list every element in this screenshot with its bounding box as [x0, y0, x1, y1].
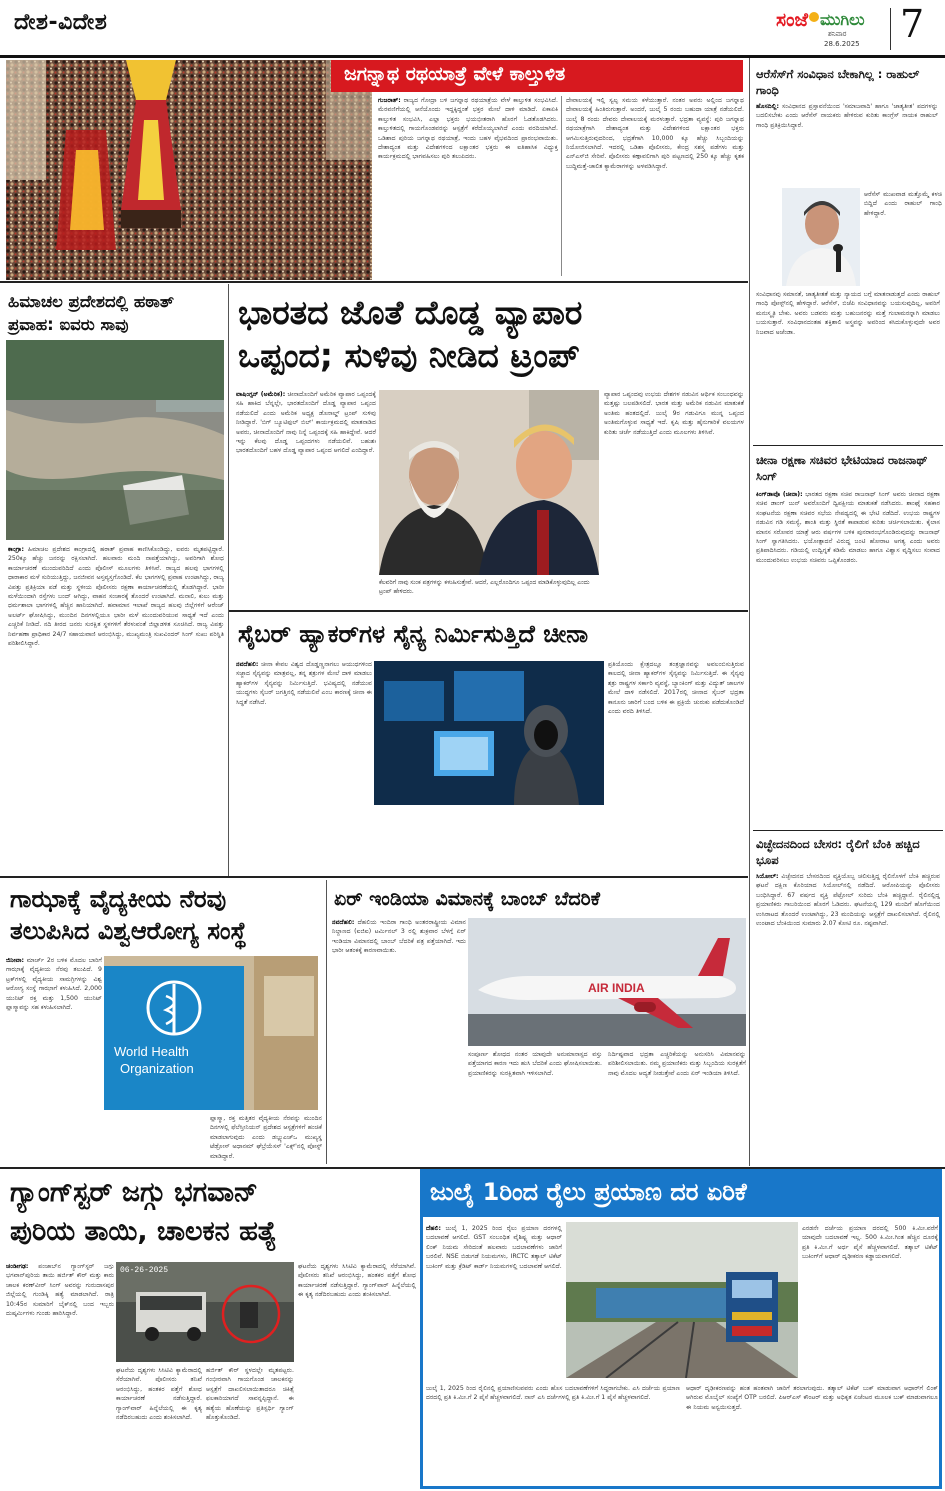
rail-photo	[566, 1222, 798, 1378]
airindia-body-col2	[468, 1050, 602, 1162]
masthead-rule	[0, 55, 945, 58]
himachal-flood-image	[6, 340, 224, 540]
gangster-text-3: ಹರ್ಜಿತ್ ಕೌರ್ ಸ್ಥಳದಲ್ಲೇ ಮೃತಪಟ್ಟರು. ಗಂಭೀರವಾಗಿ ಗಾಯಗೊಂಡ ಚಾಲಕನನ್ನು ಆಸ್ಪತ್ರೆಗೆ ದಾಖಲಿಸಲಾಯಿತಾದರೂ ಚಿಕಿತ್ಸೆ ಫಲಕಾರಿಯಾಗದೆ ಸಾವನ್ನಪ್ಪಿದ್ದಾನೆ. ಈ ಹತ್ಯೆಯ ಹೊಣೆಯನ್ನು ಪ್ರತಿಸ್ಪರ್ಧಿ ಗ್ಯಾಂಗ್ ಹೊತ್ತುಕೊಂಡಿದೆ.	[206, 1367, 294, 1422]
rail-text-4: ಆಧಾರ್ ದೃಢೀಕರಣವನ್ನು ಹಂತ ಹಂತವಾಗಿ ಜಾರಿಗೆ ತರಲಾಗುವುದು. ತತ್ಕಾಲ್ ಟಿಕೆಟ್ ಬುಕ್ ಮಾಡುವಾಗ ಆಧಾರ್‌ಗೆ ಲಿಂಕ್ ಆಗಿರುವ ಮೊಬೈಲ್ ಸಂಖ್ಯೆಗೆ OTP ಬರಲಿದೆ. ಪಿಆರ್‌ಎಸ್ ಕೌಂಟರ್ ಮತ್ತು ಅಧಿಕೃತ ಏಜೆಂಟರ ಮೂಲಕ ಬುಕ್ ಮಾಡುವಾಗಲೂ ಈ ನಿಯಮ ಅನ್ವಯಿಸುತ್ತದೆ.	[686, 1385, 938, 1411]
gangster-headline-1: ಗ್ಯಾಂಗ್‌ಸ್ಟರ್ ಜಗ್ಗು ಭಗವಾನ್	[10, 1177, 258, 1208]
issue-day: ಶನಿವಾರ	[828, 30, 847, 38]
rath-headline: ಜಗನ್ನಾಥ ರಥಯಾತ್ರೆ ವೇಳೆ ಕಾಲ್ತುಳಿತ	[344, 63, 566, 85]
masthead-divider	[890, 8, 891, 50]
who-sign-text: World Health	[114, 1044, 189, 1059]
issue-date: 28.6.2025	[824, 40, 860, 48]
who-sign-image	[104, 956, 318, 1110]
rahul-headline: ಆರೆಸೆಸ್‌ಗೆ ಸಂವಿಧಾನ ಬೇಕಾಗಿಲ್ಲ : ರಾಹುಲ್ ಗಾಂಧಿ	[756, 67, 920, 97]
rajnath-bottom-rule	[753, 830, 943, 831]
rahul-intro	[756, 102, 938, 182]
cyber-body-col1	[236, 660, 372, 870]
gangster-dateline: ಚಂಡೀಗಢ:	[6, 1263, 29, 1270]
brand-mugilu: ಮುಗಿಲು	[820, 10, 865, 29]
rahul-photo	[782, 188, 860, 286]
airindia-plane-image	[468, 918, 746, 1046]
trump-photo-caption: ಕೆಲವರಿಗೆ ನಾವು ಸುಂಕ ಪತ್ರಗಳನ್ನು ಕಳುಹಿಸುತ್ತೇವೆ. ಆದರೆ, ಎಲ್ಲರೊಂದಿಗೂ ಒಪ್ಪಂದ ಮಾಡಿಕೊಳ್ಳುವುದಿಲ್ಲ ಎಂದು ಟ್ರಂಪ್ ಹೇಳಿದರು.	[379, 579, 590, 595]
airindia-body-col3	[608, 1050, 746, 1162]
rajnath-text: ಭಾರತದ ರಕ್ಷಣಾ ಸಚಿವ ರಾಜನಾಥ್ ಸಿಂಗ್ ಅವರು ಚೀನಾದ ರಕ್ಷಣಾ ಸಚಿವ ಡಾಂಗ್ ಜುನ್ ಅವರೊಂದಿಗೆ ದ್ವಿಪಕ್ಷೀಯ ಮಾತುಕತೆ ನಡೆಸಿದರು. ಶಾಂಘೈ ಸಹಕಾರ ಸಂಘಟನೆಯ ರಕ್ಷಣಾ ಸಚಿವರ ಸಭೆಯ ನೇಪಥ್ಯದಲ್ಲಿ ಈ ಭೇಟಿ ನಡೆದಿದೆ. ಉಭಯ ರಾಷ್ಟ್ರಗಳ ನಡುವಿನ ಗಡಿ ಸಮಸ್ಯೆ, ಶಾಂತಿ ಮತ್ತು ಸ್ಥಿರತೆ ಕಾಪಾಡುವ ಕುರಿತು ಚರ್ಚಿಸಲಾಯಿತು. ಕೈಲಾಸ ಮಾನಸ ಸರೋವರ ಯಾತ್ರೆ ಆರು ವರ್ಷಗಳ ಬಳಿಕ ಪುನರಾರಂಭಗೊಂಡಿರುವುದನ್ನು ರಾಜನಾಥ್ ಸಿಂಗ್ ಸ್ವಾಗತಿಸಿದರು. ಭಯೋತ್ಪಾದನೆ ವಿರುದ್ಧ ಜಂಟಿ ಹೋರಾಟ ಅಗತ್ಯ ಎಂದು ಅವರು ಪ್ರತಿಪಾದಿಸಿದರು. ಗಡಿಯಲ್ಲಿ ಉದ್ವಿಗ್ನತೆ ಕಡಿಮೆ ಮಾಡಲು ಹಾಗೂ ವಿಶ್ವಾಸ ವೃದ್ಧಿಸಲು ಸಂವಾದ ಮುಂದುವರಿಸಲು ಉಭಯ ಸಚಿವರು ಒಪ್ಪಿಕೊಂಡರು.	[756, 491, 940, 564]
trump-body-col3	[604, 390, 744, 605]
rail-body-col4	[686, 1384, 938, 1484]
gangster-body-col1	[6, 1262, 114, 1488]
cyber-text-3: ಪ್ರತಿಯೊಂದು ಕ್ಷೇತ್ರದಲ್ಲೂ ತಂತ್ರಜ್ಞಾನವನ್ನು ಅವಲಂಬಿಸುತ್ತಿರುವ ಕಾಲದಲ್ಲಿ ಚೀನಾ ಹ್ಯಾಕರ್‌ಗಳ ಸೈನ್ಯವನ್ನು ನಿರ್ಮಿಸುತ್ತಿದೆ. ಈ ಸೈನ್ಯವು ಶತ್ರು ರಾಷ್ಟ್ರಗಳ ಸರ್ಕಾರಿ ವ್ಯವಸ್ಥೆ, ಬ್ಯಾಂಕಿಂಗ್ ಮತ್ತು ವಿದ್ಯುತ್ ಜಾಲಗಳ ಮೇಲೆ ದಾಳಿ ನಡೆಸಲಿದೆ. 2017ರಲ್ಲಿ ಚೀನಾದ ಸೈಬರ್ ಭದ್ರತಾ ಕಾನೂನು ಜಾರಿಗೆ ಬಂದ ಬಳಿಕ ಈ ಪ್ರಕ್ರಿಯೆ ಚುರುಕು ಪಡೆದುಕೊಂಡಿದೆ ಎಂದು ವರದಿ ತಿಳಿಸಿದೆ.	[608, 661, 744, 716]
gangster-cctv-photo	[116, 1262, 294, 1362]
rahul-bottom-rule	[753, 445, 943, 446]
hacker-image	[374, 661, 604, 805]
rail-headline: ಜುಲೈ 1ರಿಂದ ರೈಲು ಪ್ರಯಾಣ ದರ ಏರಿಕೆ	[430, 1178, 747, 1206]
airindia-plane-text: AIR INDIA	[588, 981, 645, 995]
rail-text-3: ಜುಲೈ 1, 2025 ರಿಂದ ರೈಲಿನಲ್ಲಿ ಪ್ರಯಾಣಿಸುವವರು ಎಂದು ಹೊಸ ಬದಲಾವಣೆಗಳಿಗೆ ಸಿದ್ಧರಾಗಬೇಕು. ಎಸಿ ದರ್ಜೆಯ ಪ್ರಯಾಣ ದರದಲ್ಲಿ ಪ್ರತಿ ಕಿ.ಮೀ.ಗೆ 2 ಪೈಸೆ ಹೆಚ್ಚಳವಾಗಲಿದೆ. ನಾನ್ ಎಸಿ ದರ್ಜೆಗಳಲ್ಲಿ ಪ್ರತಿ ಕಿ.ಮೀ.ಗೆ 1 ಪೈಸೆ ಹೆಚ್ಚಳವಾಗಲಿದೆ.	[426, 1385, 680, 1402]
rajnath-dateline: ಕಿಂಗ್‌ಡಾವೊ (ಚೀನಾ):	[756, 491, 803, 498]
rail-body-col3	[426, 1384, 680, 1484]
cyber-headline: ಸೈಬರ್ ಹ್ಯಾಕರ್‌ಗಳ ಸೈನ್ಯ ನಿರ್ಮಿಸುತ್ತಿದೆ ಚೀನಾ	[238, 620, 589, 648]
rail-dateline: ದೆಹಲಿ:	[426, 1225, 441, 1232]
airindia-text-1: ದೆಹಲಿಯ ಇಂದಿರಾ ಗಾಂಧಿ ಅಂತರರಾಷ್ಟ್ರೀಯ ವಿಮಾನ ನಿಲ್ದಾಣದ (ಐಜಿಐ) ಟರ್ಮಿನಲ್ 3 ರಲ್ಲಿ ಶುಕ್ರವಾರ ಬೆಳಗ್ಗೆ ಏರ್ ಇಂಡಿಯಾ ವಿಮಾನದಲ್ಲಿ ಬಾಂಬ್ ಬೆದರಿಕೆ ಪತ್ರ ಪತ್ತೆಯಾಗಿದೆ. ಇದು ಭಾರೀ ಆತಂಕಕ್ಕೆ ಕಾರಣವಾಯಿತು.	[332, 919, 466, 955]
seoul-headline: ವಿಚ್ಛೇದನದಿಂದ ಬೇಸರ: ರೈಲಿಗೆ ಬೆಂಕಿ ಹಚ್ಚಿದ ಭೂಪ	[756, 837, 920, 867]
sun-icon	[809, 12, 819, 22]
cctv-timestamp: 06-26-2025	[120, 1266, 169, 1275]
rahul-portrait-image	[782, 188, 860, 286]
who-body-col2	[210, 1114, 322, 1164]
rahul-side-text	[864, 190, 942, 286]
masthead	[0, 0, 945, 56]
rahul-intro-text: ಸಂವಿಧಾನದ ಪ್ರಸ್ತಾವನೆಯಿಂದ 'ಸಮಾಜವಾದಿ' ಹಾಗೂ 'ಜಾತ್ಯತೀತ' ಪದಗಳನ್ನು ಬದಲಿಸಬೇಕು ಎಂದು ಆರೆಸೆಸ್ ನಾಯಕರು ಹೇಳಿರುವ ಕುರಿತು ಕಾಂಗ್ರೆಸ್ ನಾಯಕ ರಾಹುಲ್ ಗಾಂಧಿ ಪ್ರತಿಕ್ರಿಯಿಸಿದ್ದಾರೆ.	[756, 103, 938, 129]
rail-body-col2	[802, 1224, 938, 1380]
gangster-headline-2: ಪುರಿಯ ತಾಯಿ, ಚಾಲಕನ ಹತ್ಯೆ	[10, 1216, 277, 1247]
sidebar-divider	[749, 58, 750, 1166]
cctv-image	[116, 1262, 294, 1362]
airindia-headline: ಏರ್ ಇಂಡಿಯಾ ವಿಮಾನಕ್ಕೆ ಬಾಂಬ್ ಬೆದರಿಕೆ	[334, 888, 601, 910]
trump-dateline: ವಾಷಿಂಗ್ಟನ್ (ಅಮೆರಿಕ):	[236, 391, 286, 398]
trump-headline-2: ಒಪ್ಪಂದ; ಸುಳಿವು ನೀಡಿದ ಟ್ರಂಪ್	[238, 336, 580, 375]
himachal-photo	[6, 340, 224, 540]
rath-bottom-rule	[0, 281, 748, 283]
middle-rule	[0, 876, 748, 878]
seoul-text: ವಿಚ್ಛೇದನದ ಬೇಸರದಿಂದ ವ್ಯಕ್ತಿಯೊಬ್ಬ ಚಲಿಸುತ್ತಿದ್ದ ರೈಲಿನೊಳಗೆ ಬೆಂಕಿ ಹಚ್ಚಿರುವ ಘಟನೆ ದಕ್ಷಿಣ ಕೊರಿಯಾದ ಸಿಯೋಲ್‌ನಲ್ಲಿ ನಡೆದಿದೆ. ಆರೋಪಿಯನ್ನು ಪೊಲೀಸರು ಬಂಧಿಸಿದ್ದಾರೆ. 67 ವರ್ಷದ ವ್ಯಕ್ತಿ ಪೆಟ್ರೋಲ್ ಸುರಿದು ಬೆಂಕಿ ಹಚ್ಚಿದ್ದಾನೆ. ರೈಲಿನಲ್ಲಿದ್ದ ಪ್ರಯಾಣಿಕರು ಗಾಬರಿಯಿಂದ ಹೊರಗೆ ಓಡಿದರು. ಘಟನೆಯಲ್ಲಿ 129 ಮಂದಿಗೆ ಹೊಗೆಯಿಂದ ಉಸಿರಾಟದ ತೊಂದರೆ ಉಂಟಾಗಿದ್ದು, 23 ಮಂದಿಯನ್ನು ಆಸ್ಪತ್ರೆಗೆ ದಾಖಲಿಸಲಾಗಿದೆ. ರೈಲಿನಲ್ಲಿ ಉಂಟಾದ ಬೆಂಕಿಯಿಂದ ಸುಮಾರು 2.07 ಕೋಟಿ ರೂ. ನಷ್ಟವಾಗಿದೆ.	[756, 873, 940, 928]
trump-text-3: ವ್ಯಾಪಾರ ಒಪ್ಪಂದವು ಉಭಯ ದೇಶಗಳ ನಡುವಿನ ಆರ್ಥಿಕ ಸಂಬಂಧವನ್ನು ಮತ್ತಷ್ಟು ಬಲಪಡಿಸಲಿದೆ. ಭಾರತ ಮತ್ತು ಅಮೆರಿಕ ನಡುವಿನ ಮಾತುಕತೆ ಅಂತಿಮ ಹಂತದಲ್ಲಿದೆ. ಜುಲೈ 9ರ ಗಡುವಿಗೂ ಮುನ್ನ ಒಪ್ಪಂದ ಅಂತಿಮಗೊಳ್ಳುವ ಸಾಧ್ಯತೆ ಇದೆ. ಕೃಷಿ ಮತ್ತು ಹೈನುಗಾರಿಕೆ ವಲಯಗಳ ಕುರಿತು ಚರ್ಚೆ ನಡೆಯುತ್ತಿದೆ ಎಂದು ಮೂಲಗಳು ತಿಳಿಸಿವೆ.	[604, 391, 744, 436]
trump-text-1: ಚೀನಾದೊಂದಿಗೆ ಅಮೆರಿಕ ವ್ಯಾಪಾರ ಒಪ್ಪಂದಕ್ಕೆ ಸಹಿ ಹಾಕಿದ ಬೆನ್ನಲ್ಲೇ, ಭಾರತದೊಂದಿಗೆ ದೊಡ್ಡ ವ್ಯಾಪಾರ ಒಪ್ಪಂದ ನಡೆಯಲಿದೆ ಎಂದು ಅಮೆರಿಕ ಅಧ್ಯಕ್ಷ ಡೊನಾಲ್ಡ್ ಟ್ರಂಪ್ ಸುಳಿವು ನೀಡಿದ್ದಾರೆ. 'ಬಿಗ್ ಬ್ಯೂಟಿಫುಲ್ ಬಿಲ್' ಕಾರ್ಯಕ್ರಮದಲ್ಲಿ ಮಾತನಾಡಿದ ಅವರು, ಚೀನಾದೊಂದಿಗೆ ನಾವು ನಿನ್ನೆ ಒಪ್ಪಂದಕ್ಕೆ ಸಹಿ ಹಾಕಿದ್ದೇವೆ. ಆದರೆ ಇನ್ನು ಕೆಲವು ದೊಡ್ಡ ಒಪ್ಪಂದಗಳು ನಡೆಯಲಿವೆ. ಬಹುಶಃ ಭಾರತದೊಂದಿಗೆ ಬಹಳ ದೊಡ್ಡ ವ್ಯಾಪಾರ ಒಪ್ಪಂದ ಆಗಲಿದೆ ಎಂದಿದ್ದಾರೆ.	[236, 391, 376, 455]
airindia-text-3: ನಿರ್ದಿಷ್ಟವಾದ ಭದ್ರತಾ ಎಚ್ಚರಿಕೆಯನ್ನು ಅನುಸರಿಸಿ ವಿಮಾನವನ್ನು ಪರಿಶೀಲಿಸಲಾಯಿತು. ನಮ್ಮ ಪ್ರಯಾಣಿಕರು ಮತ್ತು ಸಿಬ್ಬಂದಿಯ ಸುರಕ್ಷತೆಗೆ ನಾವು ಮೊದಲ ಆದ್ಯತೆ ನೀಡುತ್ತೇವೆ ಎಂದು ಏರ್ ಇಂಡಿಯಾ ತಿಳಿಸಿದೆ.	[608, 1051, 746, 1077]
rath-body-col2	[566, 96, 744, 276]
svg-text:Organization: Organization	[120, 1061, 194, 1076]
gangster-body-col2	[116, 1366, 202, 1488]
train-image	[566, 1222, 798, 1378]
rail-text-1: ಜುಲೈ 1, 2025 ರಿಂದ ರೈಲು ಪ್ರಯಾಣ ದರಗಳಲ್ಲಿ ಬದಲಾವಣೆ ಆಗಲಿದೆ. GST ಸಂಬಂಧಿತ ವೈಶಿಷ್ಟ್ಯ ಮತ್ತು ಆಧಾರ್ ಲಿಂಕ್ ನಿಯಮ ಸೇರಿದಂತೆ ಹಲವಾರು ಬದಲಾವಣೆಗಳು ಜಾರಿಗೆ ಬರಲಿವೆ. NSE ಬಿಡುಗಡೆ ನಿಯಮಗಳು, IRCTC ತತ್ಕಾಲ್ ಟಿಕೆಟ್ ಬುಕಿಂಗ್ ಮತ್ತು ಕ್ರೆಡಿಟ್ ಕಾರ್ಡ್ ನಿಯಮಗಳಲ್ಲಿ ಬದಲಾವಣೆ ಆಗಲಿದೆ.	[426, 1225, 562, 1270]
rahul-side: ಆರೆಸೆಸ್ ಮುಖವಾಡ ಮತ್ತೊಮ್ಮೆ ಕಳಚಿ ಬಿದ್ದಿದೆ ಎಂದು ರಾಹುಲ್ ಗಾಂಧಿ ಹೇಳಿದ್ದಾರೆ.	[864, 191, 942, 217]
cyber-photo	[374, 661, 604, 805]
gangster-body-col3	[206, 1366, 294, 1488]
airindia-body-col1	[332, 918, 466, 1162]
rail-text-2: ಎರಡನೇ ದರ್ಜೆಯ ಪ್ರಯಾಣ ದರದಲ್ಲಿ 500 ಕಿ.ಮೀ.ವರೆಗೆ ಯಾವುದೇ ಬದಲಾವಣೆ ಇಲ್ಲ. 500 ಕಿ.ಮೀ.ಗಿಂತ ಹೆಚ್ಚಿನ ದೂರಕ್ಕೆ ಪ್ರತಿ ಕಿ.ಮೀ.ಗೆ ಅರ್ಧ ಪೈಸೆ ಹೆಚ್ಚಳವಾಗಲಿದೆ. ತತ್ಕಾಲ್ ಟಿಕೆಟ್ ಬುಕಿಂಗ್‌ಗೆ ಆಧಾರ್ ದೃಢೀಕರಣ ಕಡ್ಡಾಯವಾಗಲಿದೆ.	[802, 1225, 938, 1261]
trump-bottom-rule	[229, 610, 748, 612]
gangster-text-4: ಘಟನೆಯ ದೃಶ್ಯಗಳು ಸಿಸಿಟಿವಿ ಕ್ಯಾಮೆರಾದಲ್ಲಿ ಸೆರೆಯಾಗಿವೆ. ಪೊಲೀಸರು ತನಿಖೆ ಆರಂಭಿಸಿದ್ದು, ಹಂತಕರ ಪತ್ತೆಗೆ ಶೋಧ ಕಾರ್ಯಾಚರಣೆ ನಡೆಸುತ್ತಿದ್ದಾರೆ. ಗ್ಯಾಂಗ್‌ವಾರ್ ಹಿನ್ನೆಲೆಯಲ್ಲಿ ಈ ಕೃತ್ಯ ನಡೆದಿರಬಹುದು ಎಂದು ಶಂಕಿಸಲಾಗಿದೆ.	[298, 1263, 416, 1299]
gangster-body-col4	[298, 1262, 416, 1488]
rath-dateline: ಗುಜರಾತ್:	[378, 97, 401, 104]
rath-body-col1	[378, 96, 558, 276]
who-headline-2: ತಲುಪಿಸಿದ ವಿಶ್ವಆರೋಗ್ಯ ಸಂಸ್ಥೆ	[10, 917, 247, 945]
rath-text-1: ರಾಜ್ಯದ ಗೋದ್ರಾ ಬಳಿ ಜಗನ್ನಾಥ ರಥಯಾತ್ರೆಯ ವೇಳೆ ಕಾಲ್ತುಳಿತ ಸಂಭವಿಸಿದೆ. ಮೆರವಣಿಗೆಯಲ್ಲಿ ಆನೆಯೊಂದು ಇದ್ದಕ್ಕಿದ್ದಂತೆ ಭಕ್ತರ ಮೇಲೆ ದಾಳಿ ಮಾಡಿದೆ. ಏಕಾಏಕಿ ಕಾಲ್ತುಳಿತ ಸಂಭವಿಸಿ, ಎಲ್ಲಾ ಭಕ್ತರು ಭಯಭೀತರಾಗಿ ಹೊರಗೆ ಓಡತೊಡಗಿದರು. ಕಾಲ್ತುಳಿತದಲ್ಲಿ ಗಾಯಗೊಂಡವರನ್ನು ಆಸ್ಪತ್ರೆಗೆ ಕರೆದೊಯ್ಯಲಾಗಿದೆ ಎಂದು ವರದಿಯಾಗಿದೆ. ಒಡಿಶಾದ ಪುರಿಯ ಜಗನ್ನಾಥ ರಥಯಾತ್ರೆ, ಇಂದು ಬಹಳ ವೈಭವದಿಂದ ಪ್ರಾರಂಭವಾಯಿತು. ದೇಶಾದ್ಯಂತ ಮತ್ತು ವಿದೇಶಗಳಿಂದ ಲಕ್ಷಾಂತರ ಭಕ್ತರು ಈ ಐತಿಹಾಸಿಕ ವಿಧ್ಯುಕ್ತ ಕಾರ್ಯಕ್ರಮದಲ್ಲಿ ಭಾಗವಹಿಸಲು ಪುರಿ ತಲುಪಿದರು.	[378, 97, 558, 161]
brand-sanje: ಸಂಜೆ	[776, 9, 809, 31]
seoul-dateline: ಸಿಯೋಲ್:	[756, 873, 779, 880]
trump-modi-image	[379, 390, 599, 575]
trump-body-col1	[236, 390, 376, 600]
airindia-dateline: ನವದೆಹಲಿ:	[332, 919, 355, 926]
rath-yatra-crowd-image	[6, 60, 372, 280]
who-body-col1	[6, 956, 102, 1162]
seoul-body	[756, 872, 940, 1162]
airindia-text-2: ಸಂಪೂರ್ಣ ಶೋಧದ ನಂತರ ಯಾವುದೇ ಅನುಮಾನಾಸ್ಪದ ವಸ್ತು ಪತ್ತೆಯಾಗದ ಕಾರಣ ಇದು ಹುಸಿ ಬೆದರಿಕೆ ಎಂದು ಘೋಷಿಸಲಾಯಿತು. ಪ್ರಯಾಣಿಕರನ್ನು ಸುರಕ್ಷಿತವಾಗಿ ಇಳಿಸಲಾಗಿದೆ.	[468, 1051, 602, 1077]
rath-col-divider	[561, 96, 562, 276]
airindia-photo	[468, 918, 746, 1046]
gangster-text-1: ಪಂಜಾಬ್‌ನ ಗ್ಯಾಂಗ್‌ಸ್ಟರ್ ಜಗ್ಗು ಭಗವಾನ್‌ಪುರಿಯ ತಾಯಿ ಹರ್ಜಿತ್ ಕೌರ್ ಮತ್ತು ಕಾರು ಚಾಲಕ ಕರಣ್‌ವೀರ್ ಸಿಂಗ್ ಅವರನ್ನು ಗುರುದಾಸಪುರ ಜಿಲ್ಲೆಯಲ್ಲಿ ಗುಂಡಿಕ್ಕಿ ಹತ್ಯೆ ಮಾಡಲಾಗಿದೆ. ರಾತ್ರಿ 10:45ರ ಸುಮಾರಿಗೆ ಬೈಕ್‌ನಲ್ಲಿ ಬಂದ ಇಬ್ಬರು ದುಷ್ಕರ್ಮಿಗಳು ಗುಂಡು ಹಾರಿಸಿದ್ದಾರೆ.	[6, 1263, 114, 1318]
section-title: ದೇಶ-ವಿದೇಶ	[14, 10, 108, 35]
rahul-body-text: ಸಂವಿಧಾನವು ಸಮಾನತೆ, ಜಾತ್ಯತೀತತೆ ಮತ್ತು ನ್ಯಾಯದ ಬಗ್ಗೆ ಮಾತನಾಡುತ್ತದೆ ಎಂದು ರಾಹುಲ್ ಗಾಂಧಿ ಪೋಸ್ಟ್‌ನಲ್ಲಿ ಹೇಳಿದ್ದಾರೆ. ಆರೆಸೆಸ್, ಬಿಜೆಪಿ ಸಂವಿಧಾನವನ್ನು ಬಯಸುವುದಿಲ್ಲ, ಅವರಿಗೆ ಮನುಸ್ಮೃತಿ ಬೇಕು. ಅವರು ಬಡವರು ಮತ್ತು ಬಹುಜನರನ್ನು ಮತ್ತೆ ಗುಲಾಮರನ್ನಾಗಿ ಮಾಡಲು ಬಯಸುತ್ತಾರೆ. ಸಂವಿಧಾನದಂತಹ ಶಕ್ತಿಶಾಲಿ ಅಸ್ತ್ರವನ್ನು ಅವರಿಂದ ಕಸಿದುಕೊಳ್ಳುವುದೇ ಅವರ ನಿಜವಾದ ಅಜೆಂಡಾ.	[756, 291, 940, 336]
who-dateline: ಜಿನೀವಾ:	[6, 957, 25, 964]
who-headline-1: ಗಾಝಾಕ್ಕೆ ವೈದ್ಯಕೀಯ ನೆರವು	[10, 885, 227, 913]
left-col-divider	[228, 284, 229, 876]
who-divider	[326, 880, 327, 1164]
brand-logo	[776, 6, 865, 34]
himachal-dateline: ಕಾಂಗ್ರಾ:	[8, 546, 24, 553]
who-text-2: ಪ್ಲಾಸ್ಮಾ, ರಕ್ತ ಮತ್ತಿತರ ವೈದ್ಯಕೀಯ ನೆರವನ್ನು ಮುಂದಿನ ದಿನಗಳಲ್ಲಿ ಫೆಲೆಸ್ತೀನಿಯನ್ ಪ್ರದೇಶದ ಆಸ್ಪತ್ರೆಗಳಿಗೆ ಹಂಚಿಕೆ ಮಾಡಲಾಗುವುದು ಎಂದು ಡಬ್ಲ್ಯುಎಚ್‌ಒ ಮುಖ್ಯಸ್ಥ ಟೆಡ್ರೋಸ್ ಅಧಾನಮ್ ಘೆಬ್ರೆಯೆಸಸ್ 'ಎಕ್ಸ್'ನಲ್ಲಿ ಪೋಸ್ಟ್ ಮಾಡಿದ್ದಾರೆ.	[210, 1115, 322, 1160]
cyber-text-1: ಚೀನಾ ಕೇವಲ ವಿಶ್ವದ ದೊಡ್ಡಣ್ಣನಾಗಲು ಆಯುಧಗಳಿಂದ ಸಜ್ಜಾದ ಸೈನ್ಯವನ್ನು ಮಾತ್ರವಲ್ಲ, ತನ್ನ ಶತ್ರುಗಳ ಮೇಲೆ ದಾಳಿ ಮಾಡಲು ಹ್ಯಾಕರ್‌ಗಳ ಸೈನ್ಯವನ್ನು ನಿರ್ಮಿಸುತ್ತಿದೆ. ಭವಿಷ್ಯದಲ್ಲಿ ನಡೆಯುವ ಯುದ್ಧಗಳು ಸೈಬರ್ ಜಗತ್ತಿನಲ್ಲಿ ನಡೆಯಲಿವೆ ಎಂಬ ಕಾರಣಕ್ಕೆ ಚೀನಾ ಈ ಸಿದ್ಧತೆ ನಡೆಸಿದೆ.	[236, 661, 372, 706]
who-text-1: ಮಾರ್ಚ್ 2ರ ಬಳಿಕ ಮೊದಲ ಬಾರಿಗೆ ಗಾಝಾಕ್ಕೆ ವೈದ್ಯಕೀಯ ನೆರವು ತಲುಪಿದೆ. 9 ಟ್ರಕ್‌ಗಳಲ್ಲಿ ವೈದ್ಯಕೀಯ ಸಾಮಗ್ರಿಗಳನ್ನು ವಿಶ್ವ ಆರೋಗ್ಯ ಸಂಸ್ಥೆ ಗಾಝಾಗೆ ಕಳುಹಿಸಿದೆ. 2,000 ಯುನಿಟ್ ರಕ್ತ ಮತ್ತು 1,500 ಯುನಿಟ್ ಪ್ಲಾಸ್ಮಾವನ್ನು ಸಹ ಕಳುಹಿಸಲಾಗಿದೆ.	[6, 957, 102, 1012]
who-photo	[104, 956, 318, 1110]
cyber-dateline: ನವದೆಹಲಿ:	[236, 661, 259, 668]
rahul-dateline: ಹೊಸದಿಲ್ಲಿ:	[756, 103, 779, 110]
himachal-text: ಹಿಮಾಚಲ ಪ್ರದೇಶದ ಕಾಂಗ್ರಾದಲ್ಲಿ ಹಠಾತ್ ಪ್ರವಾಹ ಕಾಣಿಸಿಕೊಂಡಿದ್ದು, ಐವರು ಮೃತಪಟ್ಟಿದ್ದಾರೆ. 250ಕ್ಕೂ ಹೆಚ್ಚು ಜನರನ್ನು ರಕ್ಷಿಸಲಾಗಿದೆ. ಹಲವಾರು ಮಂದಿ ನಾಪತ್ತೆಯಾಗಿದ್ದು, ಅವರಿಗಾಗಿ ಶೋಧ ಕಾರ್ಯಾಚರಣೆ ಮುಂದುವರಿದಿದೆ ಎಂದು ಪೊಲೀಸ್ ಮೂಲಗಳು ತಿಳಿಸಿವೆ. ರಾಜ್ಯದ ಹಲವು ಭಾಗಗಳಲ್ಲಿ ಧಾರಾಕಾರ ಮಳೆ ಸುರಿಯುತ್ತಿದ್ದು, ಜನಜೀವನ ಅಸ್ತವ್ಯಸ್ತಗೊಂಡಿದೆ. ಕೆಲ ಭಾಗಗಳಲ್ಲಿ ಪ್ರವಾಹ ಉಂಟಾಗಿದ್ದು, ರಾಜ್ಯ ವಿಪತ್ತು ಪ್ರತಿಕ್ರಿಯಾ ಪಡೆ ಮತ್ತು ಸ್ಥಳೀಯ ಪೊಲೀಸರು ರಕ್ಷಣಾ ಕಾರ್ಯಾಚರಣೆಯಲ್ಲಿ ತೊಡಗಿದ್ದಾರೆ. ಭಾರೀ ಮಳೆಯಿಂದಾಗಿ ರಸ್ತೆಗಳು ಬಂದ್ ಆಗಿದ್ದು, ವಾಹನ ಸಂಚಾರಕ್ಕೆ ತೊಂದರೆ ಉಂಟಾಗಿದೆ. ಮನಾಲಿ, ಕುಲು ಮತ್ತು ಧರ್ಮಶಾಲಾ ಭಾಗಗಳಲ್ಲಿ ಹೆಚ್ಚಿನ ಹಾನಿಯಾಗಿದೆ. ಹವಾಮಾನ ಇಲಾಖೆ ರಾಜ್ಯದ ಹಲವು ಜಿಲ್ಲೆಗಳಿಗೆ ಆರೆಂಜ್ ಅಲರ್ಟ್ ಘೋಷಿಸಿದ್ದು, ಮುಂದಿನ ದಿನಗಳಲ್ಲಿಯೂ ಭಾರೀ ಮಳೆ ಮುಂದುವರಿಯುವ ಸಾಧ್ಯತೆ ಇದೆ ಎಂದು ಎಚ್ಚರಿಕೆ ನೀಡಿದೆ. ನದಿ ತೀರದ ಜನರು ಸುರಕ್ಷಿತ ಸ್ಥಳಗಳಿಗೆ ತೆರಳುವಂತೆ ಜಿಲ್ಲಾಡಳಿತ ಸೂಚಿಸಿದೆ. ರಾಜ್ಯ ವಿಪತ್ತು ನಿರ್ವಹಣಾ ಪ್ರಾಧಿಕಾರ 24/7 ಸಹಾಯವಾಣಿ ಆರಂಭಿಸಿದ್ದು, ಮುಖ್ಯಮಂತ್ರಿ ಸುಖವಿಂದರ್ ಸಿಂಗ್ ಸುಖು ಪರಿಸ್ಥಿತಿ ಪರಿಶೀಲಿಸಿದ್ದಾರೆ.	[8, 546, 224, 648]
page-number: 7	[900, 2, 925, 46]
cyber-body-col3	[608, 660, 744, 870]
rath-yatra-photo	[6, 60, 372, 280]
gangster-text-2: ಘಟನೆಯ ದೃಶ್ಯಗಳು ಸಿಸಿಟಿವಿ ಕ್ಯಾಮೆರಾದಲ್ಲಿ ಸೆರೆಯಾಗಿವೆ. ಪೊಲೀಸರು ತನಿಖೆ ಆರಂಭಿಸಿದ್ದು, ಹಂತಕರ ಪತ್ತೆಗೆ ಶೋಧ ಕಾರ್ಯಾಚರಣೆ ನಡೆಸುತ್ತಿದ್ದಾರೆ. ಗ್ಯಾಂಗ್‌ವಾರ್ ಹಿನ್ನೆಲೆಯಲ್ಲಿ ಈ ಕೃತ್ಯ ನಡೆದಿರಬಹುದು ಎಂದು ಶಂಕಿಸಲಾಗಿದೆ.	[116, 1367, 202, 1422]
himachal-headline: ಹಿಮಾಚಲ ಪ್ರದೇಶದಲ್ಲಿ ಹಠಾತ್ ಪ್ರವಾಹ: ಐವರು ಸಾವು	[8, 292, 174, 334]
trump-headline-1: ಭಾರತದ ಜೊತೆ ದೊಡ್ಡ ವ್ಯಾಪಾರ	[238, 293, 583, 332]
rahul-body	[756, 290, 940, 442]
rath-text-2: ದೇವಾಲಯಕ್ಕೆ ಇಲ್ಲಿ ಸ್ವಲ್ಪ ಸಮಯ ಕಳೆಯುತ್ತಾರೆ. ನಂತರ ಅವರು ಅಲ್ಲಿಂದ ಜಗನ್ನಾಥ ದೇವಾಲಯಕ್ಕೆ ಹಿಂತಿರುಗುತ್ತಾರೆ. ಅಂದರೆ, ಜುಲೈ 5 ರಂದು ಬಹುದಾ ಯಾತ್ರೆ ನಡೆಯಲಿದೆ. ಜುಲೈ 8 ರಂದು ದೇವರು ದೇವಾಲಯಕ್ಕೆ ಮರಳುತ್ತಾರೆ. ಭದ್ರತಾ ವ್ಯವಸ್ಥೆ: ಪುರಿ ಜಗನ್ನಾಥ ರಥಯಾತ್ರೆಗಾಗಿ ದೇಶಾದ್ಯಂತ ಮತ್ತು ವಿದೇಶಗಳಿಂದ ಲಕ್ಷಾಂತರ ಭಕ್ತರು ಆಗಮಿಸುತ್ತಿರುವುದರಿಂದ, ಭದ್ರತೆಗಾಗಿ 10,000 ಕ್ಕೂ ಹೆಚ್ಚು ಸಿಬ್ಬಂದಿಯನ್ನು ನಿಯೋಜಿಸಲಾಗಿದೆ. ಇದರಲ್ಲಿ ಒಡಿಶಾ ಪೊಲೀಸರು, ಕೇಂದ್ರ ಸಶಸ್ತ್ರ ಪಡೆಗಳು ಮತ್ತು ಎನ್‌ಎಸ್‌ಜಿ ಸೇರಿವೆ. ಪೊಲೀಸರು ಕಣ್ಗಾವಲಿಗಾಗಿ ಪುರಿ ಪಟ್ಟಣದಲ್ಲಿ 250 ಕ್ಕೂ ಹೆಚ್ಚು ಕೃತಕ ಬುದ್ಧಿಮತ್ತೆ-ಚಾಲಿತ ಕ್ಯಾಮೆರಾಗಳನ್ನು ಅಳವಡಿಸಿದ್ದಾರೆ.	[566, 97, 744, 170]
rajnath-headline: ಚೀನಾ ರಕ್ಷಣಾ ಸಚಿವರ ಭೇಟಿಯಾದ ರಾಜನಾಥ್ ಸಿಂಗ್	[756, 453, 928, 483]
himachal-body	[8, 545, 224, 873]
trump-modi-photo	[379, 390, 599, 575]
rajnath-body	[756, 490, 940, 826]
rail-body-col1	[426, 1224, 562, 1380]
